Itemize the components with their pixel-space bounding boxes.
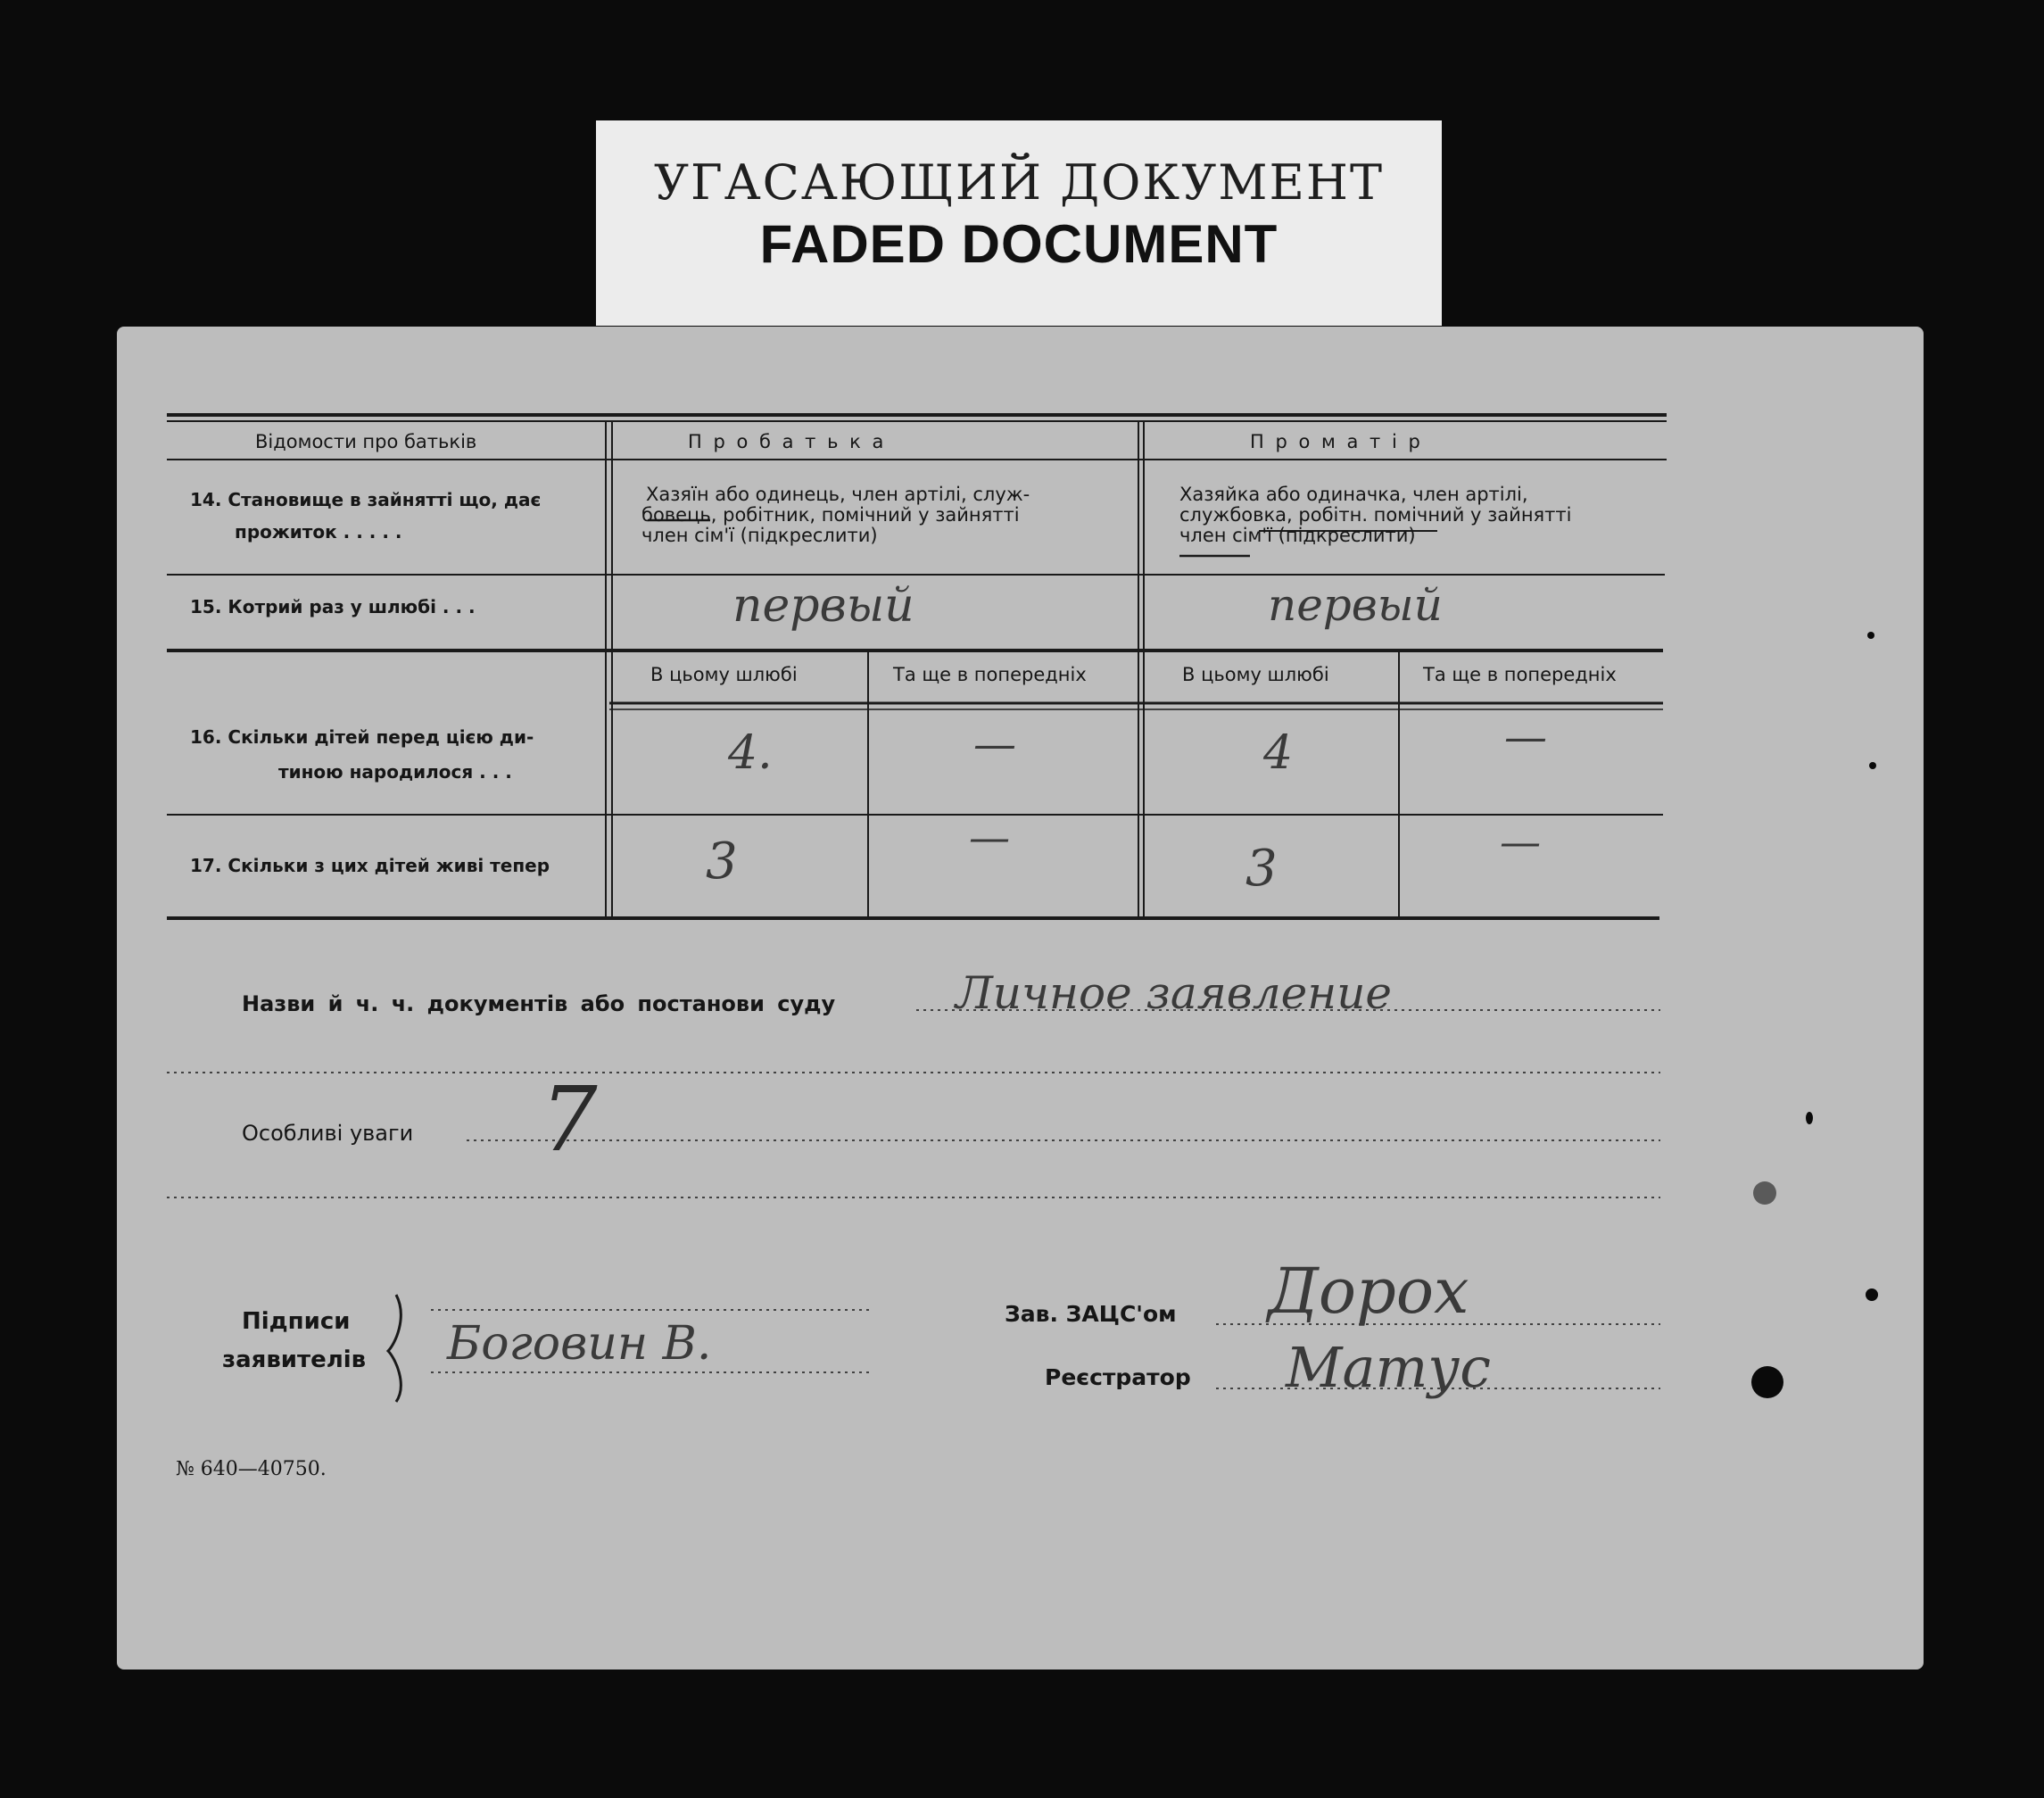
subheader-father-this: В цьому шлюбі — [650, 664, 798, 685]
row14-father-3: член сім'ї (підкреслити) — [641, 525, 878, 546]
row16-mother-this: 4 — [1263, 726, 1294, 780]
row16-label-1: 16. Скільки дітей перед цією ди- — [190, 726, 534, 748]
header-father: П р о б а т ь к а — [688, 431, 884, 452]
row16-father-this: 4. — [728, 726, 773, 780]
punch-hole — [1866, 1288, 1878, 1301]
applicants-label-2: заявителів — [222, 1346, 367, 1373]
row14-mother-2: службовка, робітн. помічний у зайнятті — [1179, 504, 1572, 526]
punch-hole — [1751, 1366, 1783, 1398]
remarks-label: Особливі уваги — [242, 1121, 414, 1146]
row14-label-1: 14. Становище в зайнятті що, дає — [190, 489, 542, 510]
row16-father-prev: — — [973, 719, 1016, 769]
label-russian: УГАСАЮЩИЙ ДОКУМЕНТ — [653, 154, 1385, 211]
applicant-signature: Боговин В. — [447, 1317, 712, 1371]
row17-mother-prev: — — [1500, 817, 1541, 866]
documents-value: Личное заявление — [956, 967, 1392, 1019]
row14-father-2: бовець, робітник, помічний у зайнятті — [641, 504, 1020, 526]
subheader-mother-prev: Та ще в попередніх — [1423, 664, 1617, 685]
row15-label: 15. Котрий раз у шлюбі . . . — [190, 596, 476, 617]
subheader-mother-this: В цьому шлюбі — [1182, 664, 1329, 685]
record-card — [117, 327, 1924, 1670]
row14-mother-3: член сім'ї (підкреслити) — [1179, 525, 1416, 546]
row14-mother-1: Хазяйка або одиначка, член артілі, — [1179, 484, 1528, 505]
registrar-label: Реєстратор — [1045, 1364, 1191, 1390]
row17-mother-this: 3 — [1245, 840, 1278, 898]
row14-father-1: Хазяїн або одинець, член артілі, служ- — [646, 484, 1030, 505]
row15-mother-value: первый — [1268, 579, 1443, 631]
remarks-value: 7 — [541, 1067, 598, 1172]
faded-document-label — [596, 120, 1442, 326]
row16-label-2: тиною народилося . . . — [278, 761, 512, 783]
head-label: Зав. ЗАЦС'ом — [1005, 1301, 1177, 1327]
applicants-label-1: Підписи — [242, 1308, 351, 1335]
row15-father-value: первый — [732, 579, 914, 633]
punch-hole — [1867, 632, 1874, 639]
label-english: FADED DOCUMENT — [759, 214, 1279, 274]
subheader-father-prev: Та ще в попередніх — [893, 664, 1087, 685]
header-mother: П р о м а т і р — [1250, 431, 1420, 452]
row16-mother-prev: — — [1504, 712, 1547, 762]
registrar-signature: Матус — [1286, 1335, 1491, 1400]
row14-label-2: прожиток . . . . . — [235, 521, 402, 543]
punch-hole — [1806, 1112, 1813, 1124]
header-info-label: Відомости про батьків — [255, 431, 477, 452]
row17-father-this: 3 — [706, 833, 738, 891]
head-signature: Дорох — [1268, 1255, 1469, 1328]
punch-hole — [1753, 1181, 1776, 1205]
row17-father-prev: — — [969, 813, 1010, 861]
punch-hole — [1869, 762, 1876, 769]
form-number: № 640—40750. — [176, 1458, 327, 1480]
row17-label: 17. Скільки з цих дітей живі тепер — [190, 855, 550, 876]
documents-label: Назви й ч. ч. документів або постанови суду — [242, 991, 836, 1016]
